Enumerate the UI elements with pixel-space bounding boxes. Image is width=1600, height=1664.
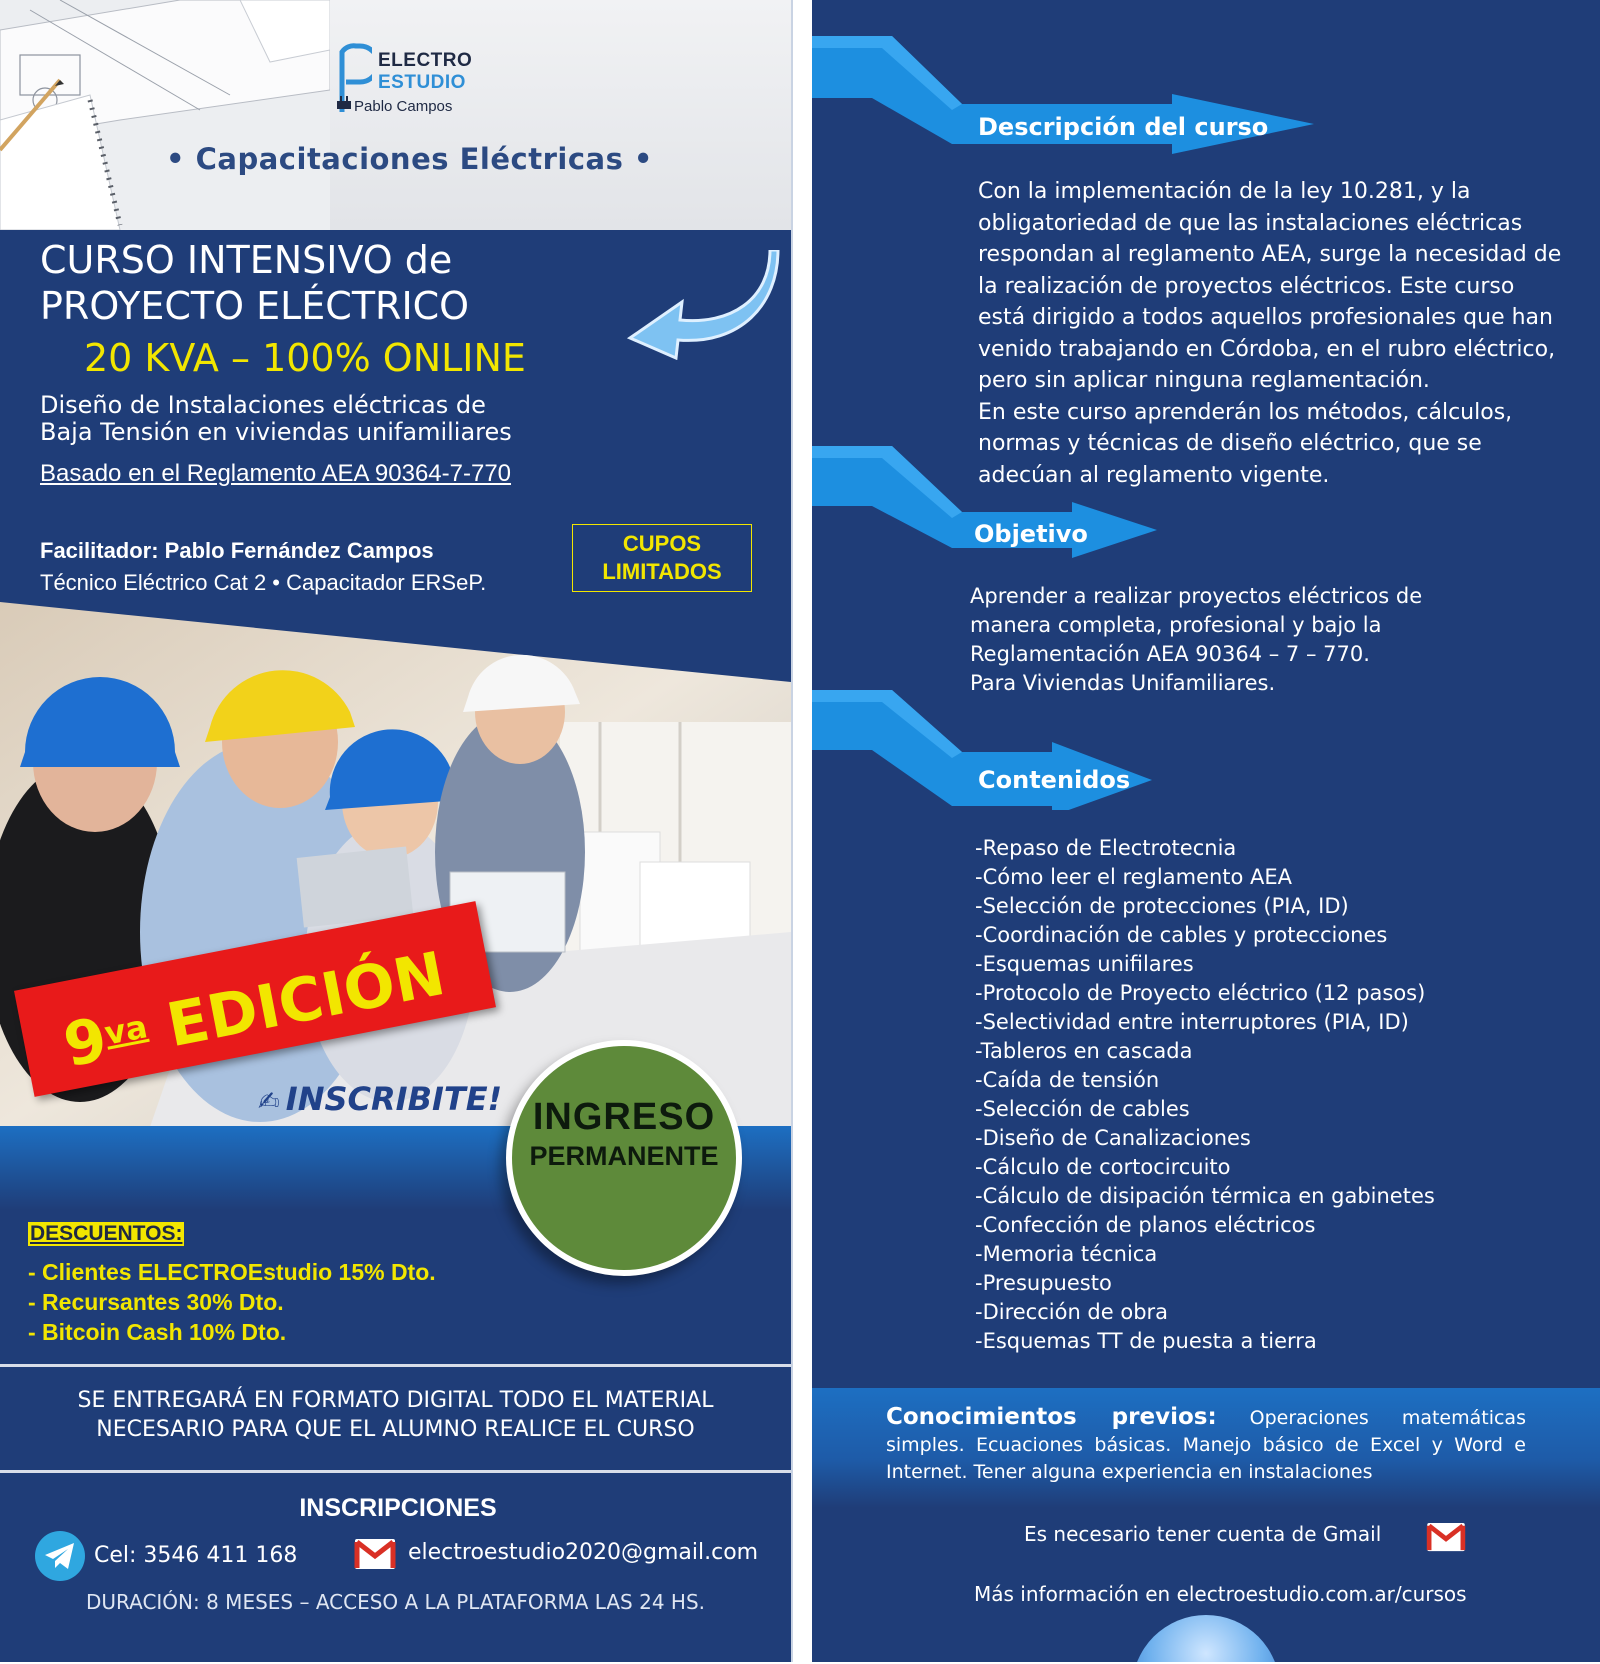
- contents-item: -Repaso de Electrotecnia: [975, 836, 1237, 860]
- section-title-descripcion: Descripción del curso: [978, 113, 1269, 141]
- contents-item: -Cálculo de disipación térmica en gabinetes: [975, 1184, 1435, 1208]
- contents-item: -Cálculo de cortocircuito: [975, 1155, 1231, 1179]
- course-title-line2: PROYECTO ELÉCTRICO: [40, 284, 470, 328]
- permanent-enrollment-badge: [506, 1040, 742, 1276]
- subtitle-line2: Baja Tensión en viviendas unifamiliares: [40, 418, 512, 446]
- discounts-list: [28, 1257, 436, 1347]
- objective-line: manera completa, profesional y bajo la: [970, 613, 1382, 637]
- course-title-line1: CURSO INTENSIVO de: [40, 238, 453, 282]
- material-notice: [0, 1386, 791, 1444]
- material-line1: SE ENTREGARÁ EN FORMATO DIGITAL TODO EL MATERIAL: [77, 1388, 714, 1413]
- contents-item: -Dirección de obra: [975, 1300, 1169, 1324]
- discount-item: - Recursantes 30% Dto.: [28, 1289, 284, 1315]
- logo-line-estudio: ESTUDIO: [378, 72, 466, 93]
- blueprint-sketch-decoration: [0, 0, 330, 230]
- course-objective: [970, 582, 1422, 698]
- edition-suffix: va: [101, 1007, 151, 1053]
- objective-line: Para Viviendas Unifamiliares.: [970, 671, 1276, 695]
- discounts-title: DESCUENTOS:: [30, 1222, 183, 1245]
- contents-item: -Selectividad entre interruptores (PIA, ID): [975, 1010, 1409, 1034]
- pen-icon: ✍: [258, 1087, 280, 1117]
- ingreso-line1: INGRESO: [532, 1096, 716, 1138]
- contents-item: -Cómo leer el reglamento AEA: [975, 865, 1293, 889]
- section-title-contenidos: Contenidos: [978, 766, 1131, 794]
- gmail-icon: [1426, 1522, 1466, 1552]
- edition-number: 9: [58, 1004, 113, 1082]
- contents-item: -Diseño de Canalizaciones: [975, 1126, 1251, 1150]
- facilitator-name: Facilitador: Pablo Fernández Campos: [40, 538, 434, 563]
- contents-item: -Selección de protecciones (PIA, ID): [975, 894, 1349, 918]
- contents-item: -Protocolo de Proyecto eléctrico (12 pasos): [975, 981, 1426, 1005]
- signup-call: [258, 1080, 502, 1118]
- curved-arrow-icon: [620, 250, 780, 360]
- email-address[interactable]: electroestudio2020@gmail.com: [408, 1540, 759, 1565]
- tagline: • Capacitaciones Eléctricas •: [166, 142, 653, 176]
- electroestudio-logo: [330, 42, 490, 120]
- gmail-requirement: Es necesario tener cuenta de Gmail: [1024, 1522, 1382, 1546]
- objective-line: Aprender a realizar proyectos eléctricos de: [970, 584, 1423, 608]
- more-info-link[interactable]: Más información en electroestudio.com.ar/cursos: [974, 1582, 1467, 1606]
- cupos-line2: LIMITADOS: [602, 559, 722, 584]
- facilitator-credentials: Técnico Eléctrico Cat 2 • Capacitador ERSeP.: [40, 570, 487, 595]
- contents-list: [975, 834, 1435, 1356]
- prerequisites-text: [886, 1404, 1526, 1486]
- duration-info: DURACIÓN: 8 MESES – ACCESO A LA PLATAFORMA LAS 24 HS.: [85, 1590, 705, 1614]
- ingreso-line2: PERMANENTE: [529, 1141, 719, 1171]
- material-line2: NECESARIO PARA QUE EL ALUMNO REALICE EL CURSO: [96, 1417, 695, 1442]
- contents-item: -Esquemas unifilares: [975, 952, 1194, 976]
- signup-text: INSCRIBITE!: [285, 1080, 503, 1118]
- contents-item: -Coordinación de cables y protecciones: [975, 923, 1388, 947]
- contents-item: -Memoria técnica: [975, 1242, 1158, 1266]
- description-paragraph: Con la implementación de la ley 10.281, y la obligatoriedad de que las instalaciones eléctricas respondan al reglamento AEA, surge la necesidad de la realización de proyectos eléctricos. Este curso está dirigido a todos aquellos profesionales que han venido trabajando en Córdoba, en el rubro eléctrico, pero sin aplicar ninguna reglamentación.: [978, 179, 1562, 393]
- gmail-icon[interactable]: [354, 1538, 396, 1570]
- contents-item: -Selección de cables: [975, 1097, 1190, 1121]
- cupos-line1: CUPOS: [622, 531, 702, 556]
- limited-seats-badge: [572, 524, 752, 592]
- contents-item: -Caída de tensión: [975, 1068, 1160, 1092]
- section-title-objetivo: Objetivo: [974, 520, 1088, 548]
- prerequisites-label: Conocimientos previos:: [886, 1404, 1217, 1430]
- course-kva-online: 20 KVA – 100% ONLINE: [84, 336, 526, 380]
- telegram-icon[interactable]: [34, 1530, 86, 1582]
- divider: [0, 1470, 791, 1473]
- description-paragraph: En este curso aprenderán los métodos, cálculos, normas y técnicas de diseño eléctrico, que se adecúan al reglamento vigente.: [978, 399, 1513, 488]
- course-description: [978, 176, 1568, 491]
- logo-line-name: Pablo Campos: [354, 98, 453, 115]
- discount-item: - Clientes ELECTROEstudio 15% Dto.: [28, 1259, 436, 1285]
- contents-item: -Tableros en cascada: [975, 1039, 1193, 1063]
- prerequisites-body: Operaciones matemáticas simples. Ecuaciones básicas. Manejo básico de Excel y Word e Internet. Tener alguna experiencia en instalaciones: [886, 1407, 1526, 1483]
- decorative-half-circle: [1132, 1615, 1280, 1662]
- edition-word: EDICIÓN: [140, 938, 451, 1066]
- divider: [0, 1364, 791, 1367]
- objective-line: Reglamentación AEA 90364 – 7 – 770.: [970, 642, 1370, 666]
- contents-item: -Presupuesto: [975, 1271, 1112, 1295]
- course-subtitle: [40, 392, 512, 446]
- subtitle-line1: Diseño de Instalaciones eléctricas de: [40, 391, 486, 419]
- flyer-front-panel: [0, 0, 793, 1662]
- contents-item: -Confección de planos eléctricos: [975, 1213, 1316, 1237]
- flyer-back-panel: [812, 0, 1600, 1662]
- logo-line-electro: ELECTRO: [378, 50, 473, 71]
- inscripciones-title: INSCRIPCIONES: [299, 1494, 497, 1522]
- regulation-basis: Basado en el Reglamento AEA 90364-7-770: [40, 460, 512, 487]
- phone-number[interactable]: Cel: 3546 411 168: [94, 1543, 298, 1568]
- contents-item: -Esquemas TT de puesta a tierra: [975, 1329, 1317, 1353]
- section-arrow-objetivo: [812, 446, 1172, 566]
- discount-item: - Bitcoin Cash 10% Dto.: [28, 1319, 287, 1345]
